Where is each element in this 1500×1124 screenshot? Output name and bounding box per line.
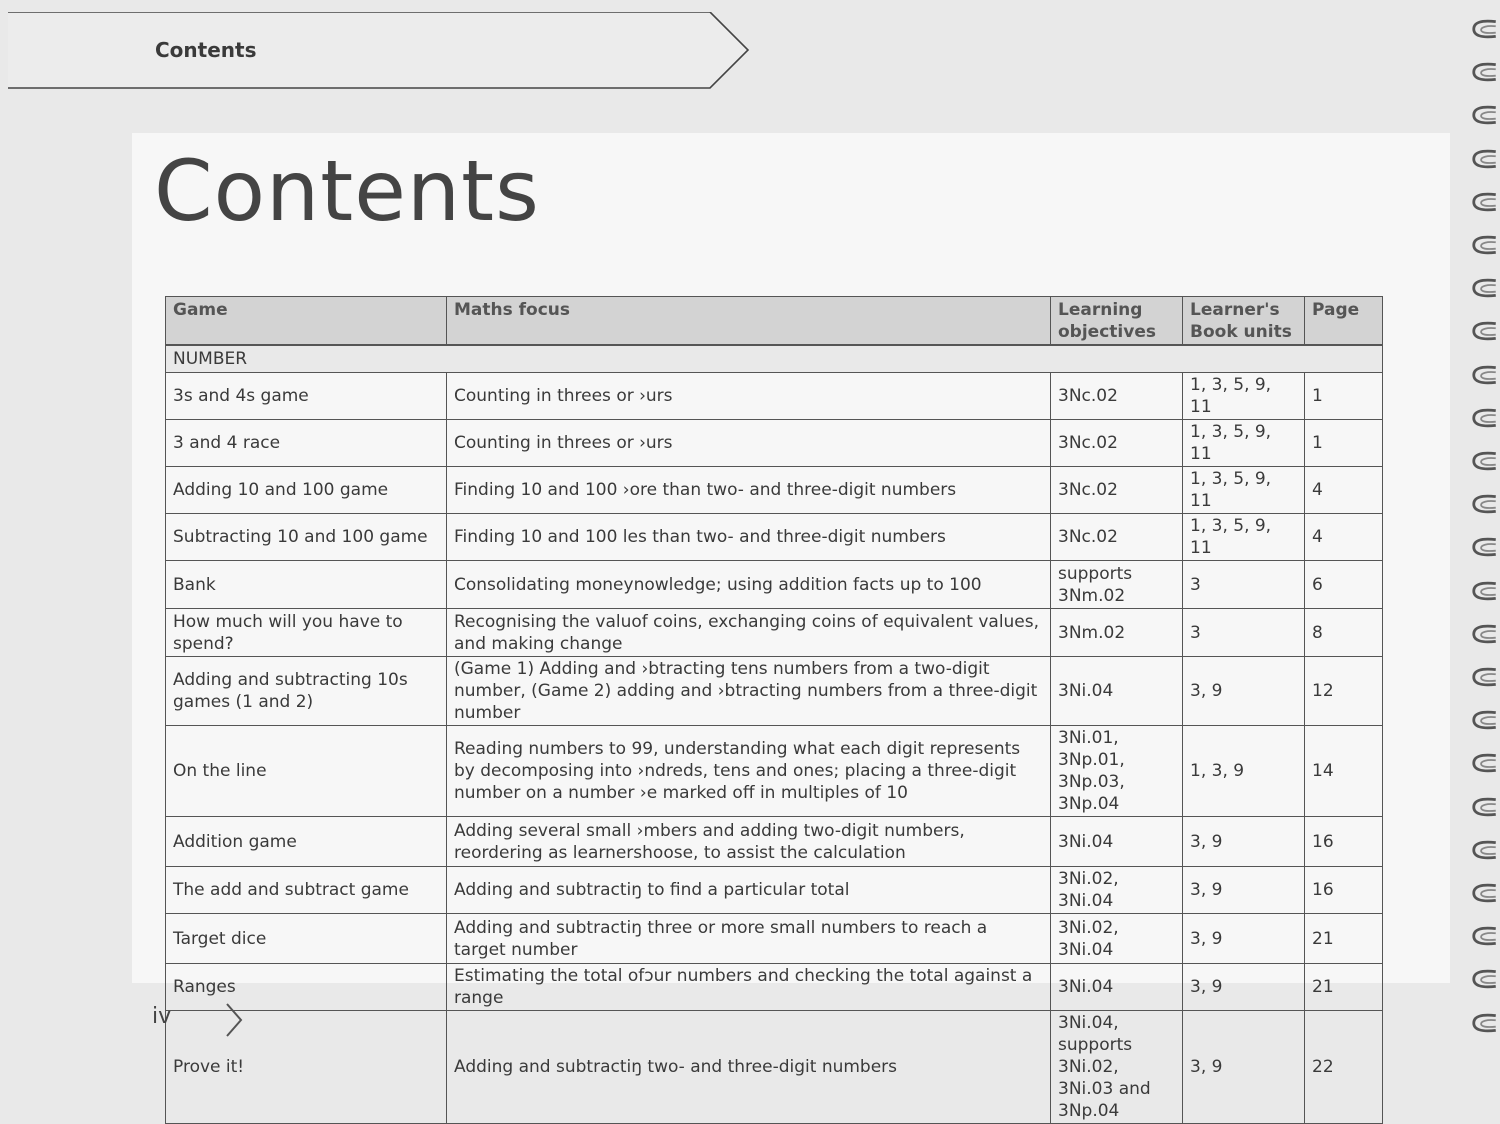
cell-learning-objectives: 3Nm.02: [1051, 609, 1183, 657]
spiral-ring-icon: [1468, 925, 1496, 947]
cell-game: Adding and subtracting 10s games (1 and 2): [166, 657, 447, 726]
cell-page: 22: [1305, 1011, 1383, 1124]
spiral-ring-icon: [1468, 407, 1496, 429]
col-header-maths-focus: Maths focus: [447, 297, 1051, 346]
col-header-page: Page: [1305, 297, 1383, 346]
table-row: [166, 420, 1383, 467]
cell-maths-focus: Adding and subtractiŋ two- and three-digit numbers: [447, 1011, 1051, 1124]
spiral-ring-icon: [1468, 364, 1496, 386]
cell-learning-objectives: 3Ni.04: [1051, 657, 1183, 726]
cell-learners-book-units: 3, 9: [1183, 817, 1305, 867]
col-header-learning-objectives: Learning objectives: [1051, 297, 1183, 346]
spiral-ring-icon: [1468, 968, 1496, 990]
table-row: [166, 817, 1383, 867]
cell-maths-focus: Adding and subtractiŋ three or more small numbers to reach a target number: [447, 914, 1051, 964]
table-row: [166, 867, 1383, 914]
table-header-row: [166, 297, 1383, 346]
cell-learning-objectives: 3Ni.04: [1051, 964, 1183, 1011]
cell-learning-objectives: 3Ni.01, 3Np.01, 3Np.03, 3Np.04: [1051, 726, 1183, 817]
spiral-ring-icon: [1468, 536, 1496, 558]
cell-maths-focus: (Game 1) Adding and ›btracting tens numbers from a two-digit number, (Game 2) adding and ›btracting numbers from a three-digit number: [447, 657, 1051, 726]
spiral-ring-icon: [1468, 277, 1496, 299]
table-row: [166, 561, 1383, 609]
cell-game: The add and subtract game: [166, 867, 447, 914]
cell-learning-objectives: 3Ni.02, 3Ni.04: [1051, 914, 1183, 964]
cell-maths-focus: Reading numbers to 99, understanding what each digit represents by decomposing into ›ndreds, tens and ones; placing a three-digit number on a number ›e marked off in multiples of 10: [447, 726, 1051, 817]
table-row: [166, 373, 1383, 420]
spiral-ring-icon: [1468, 18, 1496, 40]
cell-learning-objectives: 3Nc.02: [1051, 467, 1183, 514]
cell-maths-focus: Counting in threes or ›urs: [447, 373, 1051, 420]
cell-page: 16: [1305, 867, 1383, 914]
cell-maths-focus: Consolidating moneynowledge; using addition facts up to 100: [447, 561, 1051, 609]
cell-maths-focus: Finding 10 and 100 les than two- and three-digit numbers: [447, 514, 1051, 561]
spiral-ring-icon: [1468, 234, 1496, 256]
cell-learning-objectives: supports 3Nm.02: [1051, 561, 1183, 609]
cell-maths-focus: Counting in threes or ›urs: [447, 420, 1051, 467]
header-title: Contents: [155, 38, 257, 62]
cell-game: Prove it!: [166, 1011, 447, 1124]
spiral-ring-icon: [1468, 709, 1496, 731]
cell-page: 16: [1305, 817, 1383, 867]
cell-page: 8: [1305, 609, 1383, 657]
spiral-ring-icon: [1468, 882, 1496, 904]
table-row: [166, 467, 1383, 514]
cell-learning-objectives: 3Nc.02: [1051, 514, 1183, 561]
contents-table: [165, 296, 1383, 1124]
cell-learners-book-units: 3, 9: [1183, 867, 1305, 914]
cell-page: 6: [1305, 561, 1383, 609]
page-number: iv: [152, 1004, 172, 1029]
cell-learners-book-units: 1, 3, 5, 9, 11: [1183, 514, 1305, 561]
cell-learners-book-units: 3, 9: [1183, 914, 1305, 964]
cell-learners-book-units: 3, 9: [1183, 1011, 1305, 1124]
cell-page: 1: [1305, 420, 1383, 467]
cell-learning-objectives: 3Nc.02: [1051, 420, 1183, 467]
cell-learning-objectives: 3Ni.02, 3Ni.04: [1051, 867, 1183, 914]
cell-game: Addition game: [166, 817, 447, 867]
table-row: [166, 514, 1383, 561]
cell-page: 21: [1305, 914, 1383, 964]
cell-learners-book-units: 3, 9: [1183, 964, 1305, 1011]
cell-learners-book-units: 3: [1183, 609, 1305, 657]
cell-game: On the line: [166, 726, 447, 817]
spiral-ring-icon: [1468, 580, 1496, 602]
cell-page: 4: [1305, 467, 1383, 514]
spiral-ring-icon: [1468, 493, 1496, 515]
cell-maths-focus: Adding and subtractiŋ to find a particular total: [447, 867, 1051, 914]
header-tab-shape: [8, 12, 750, 90]
cell-game: Adding 10 and 100 game: [166, 467, 447, 514]
cell-game: 3 and 4 race: [166, 420, 447, 467]
spiral-ring-icon: [1468, 623, 1496, 645]
cell-maths-focus: Recognising the valuof coins, exchanging coins of equivalent values, and making change: [447, 609, 1051, 657]
spiral-ring-icon: [1468, 191, 1496, 213]
table-row: [166, 726, 1383, 817]
cell-learners-book-units: 3, 9: [1183, 657, 1305, 726]
cell-page: 4: [1305, 514, 1383, 561]
cell-learning-objectives: 3Ni.04, supports 3Ni.02, 3Ni.03 and 3Np.04: [1051, 1011, 1183, 1124]
section-label: NUMBER: [166, 345, 447, 373]
cell-page: 12: [1305, 657, 1383, 726]
spiral-ring-icon: [1468, 839, 1496, 861]
cell-game: How much will you have to spend?: [166, 609, 447, 657]
cell-learners-book-units: 1, 3, 5, 9, 11: [1183, 467, 1305, 514]
cell-page: 21: [1305, 964, 1383, 1011]
table-row: [166, 964, 1383, 1011]
table-row: [166, 609, 1383, 657]
spiral-ring-icon: [1468, 61, 1496, 83]
spiral-ring-icon: [1468, 796, 1496, 818]
cell-game: Ranges: [166, 964, 447, 1011]
page-title: Contents: [154, 142, 540, 240]
cell-learners-book-units: 1, 3, 9: [1183, 726, 1305, 817]
cell-maths-focus: Estimating the total ofɔur numbers and checking the total against a range: [447, 964, 1051, 1011]
table-row: [166, 914, 1383, 964]
cell-maths-focus: Finding 10 and 100 ›ore than two- and three-digit numbers: [447, 467, 1051, 514]
spiral-ring-icon: [1468, 450, 1496, 472]
spiral-ring-icon: [1468, 104, 1496, 126]
cell-learning-objectives: 3Nc.02: [1051, 373, 1183, 420]
spiral-ring-icon: [1468, 1012, 1496, 1034]
cell-game: Bank: [166, 561, 447, 609]
col-header-learners-book-units: Learner's Book units: [1183, 297, 1305, 346]
section-fill: [447, 345, 1383, 373]
cell-page: 1: [1305, 373, 1383, 420]
section-row: [166, 345, 1383, 373]
cell-game: 3s and 4s game: [166, 373, 447, 420]
cell-learners-book-units: 3: [1183, 561, 1305, 609]
header-tab: [8, 12, 750, 90]
cell-page: 14: [1305, 726, 1383, 817]
cell-game: Subtracting 10 and 100 game: [166, 514, 447, 561]
cell-maths-focus: Adding several small ›mbers and adding two-digit numbers, reordering as learnershoose, to assist the calculation: [447, 817, 1051, 867]
spiral-ring-icon: [1468, 320, 1496, 342]
cell-learners-book-units: 1, 3, 5, 9, 11: [1183, 373, 1305, 420]
table-row: [166, 1011, 1383, 1124]
spiral-ring-icon: [1468, 752, 1496, 774]
chevron-right-icon[interactable]: [224, 1002, 246, 1038]
col-header-game: Game: [166, 297, 447, 346]
cell-learning-objectives: 3Ni.04: [1051, 817, 1183, 867]
table-row: [166, 657, 1383, 726]
spiral-ring-icon: [1468, 666, 1496, 688]
cell-learners-book-units: 1, 3, 5, 9, 11: [1183, 420, 1305, 467]
spiral-ring-icon: [1468, 148, 1496, 170]
cell-game: Target dice: [166, 914, 447, 964]
